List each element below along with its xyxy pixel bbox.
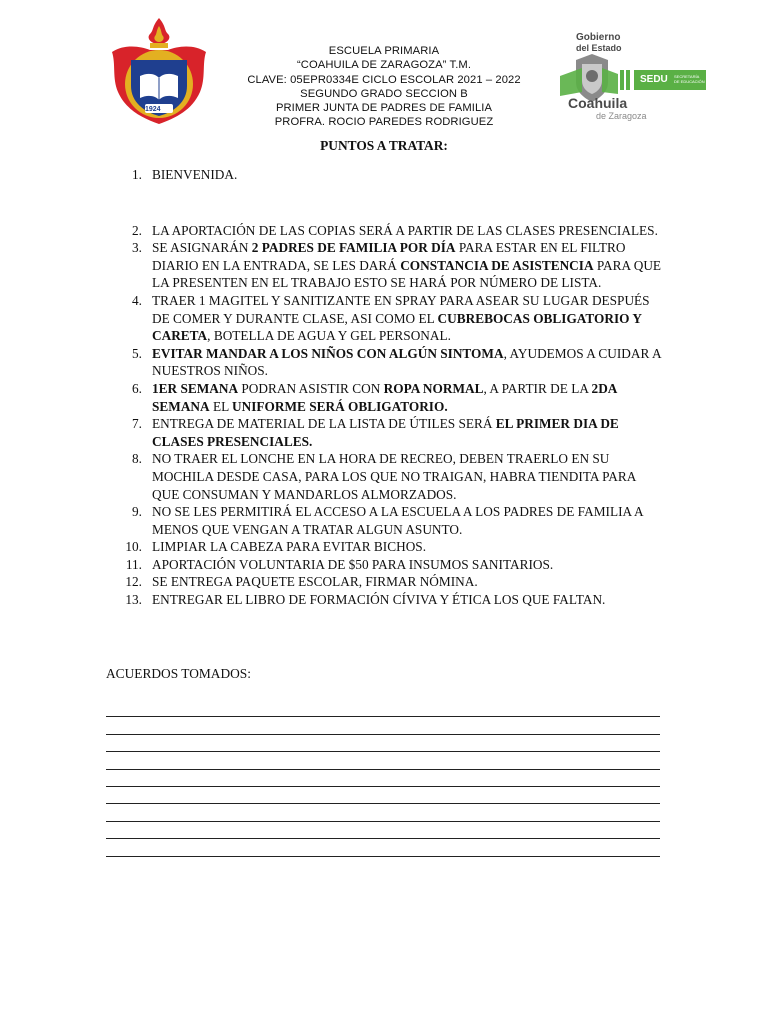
- sedu-subtitle-line2: DE EDUCACIÓN: [674, 79, 705, 84]
- agenda-item: [112, 556, 664, 574]
- agenda-item: [112, 380, 664, 415]
- agenda-item-text: , A PARTIR DE LA: [483, 380, 592, 396]
- agenda-item-emphasis: ROPA NORMAL: [383, 380, 484, 396]
- header-line-meeting: PRIMER JUNTA DE PADRES DE FAMILIA: [275, 102, 493, 115]
- header-line-clave: CLAVE: 05EPR0334E CICLO ESCOLAR 2021 – 2022: [247, 73, 521, 86]
- agenda-item-text: APORTACIÓN VOLUNTARIA DE $50 PARA INSUMOS SANITARIOS.: [152, 556, 554, 572]
- agenda-item: [112, 450, 664, 503]
- sedu-text: SEDU: [640, 74, 668, 85]
- agenda-item-emphasis: EVITAR MANDAR A LOS NIÑOS CON ALGÚN SINTOMA: [152, 345, 504, 361]
- agenda-item-text: BIENVENIDA.: [152, 167, 238, 182]
- agenda-item-number: 10.: [125, 539, 142, 555]
- agenda-item: [112, 239, 664, 292]
- acuerdos-label: ACUERDOS TOMADOS:: [106, 666, 251, 681]
- acuerdos-writing-line: [106, 787, 660, 804]
- school-header: [222, 44, 546, 130]
- agenda-item-text: LIMPIAR LA CABEZA PARA EVITAR BICHOS.: [152, 539, 427, 555]
- sedu-subtitle-line1: SECRETARÍA: [674, 74, 700, 79]
- agenda-item-emphasis: CUBREBOCAS OBLIGATORIO Y CARETA: [152, 310, 642, 344]
- agenda-item-number: 8.: [132, 451, 142, 467]
- agenda-item-emphasis: UNIFORME SERÁ OBLIGATORIO.: [232, 398, 448, 414]
- agenda-item-text: PARA ESTAR EN EL FILTRO DIARIO EN LA ENTRADA, SE LES DARÁ: [152, 240, 626, 273]
- agenda-item-text: LA APORTACIÓN DE LAS COPIAS SERÁ A PARTIR DE LAS CLASES PRESENCIALES.: [152, 222, 658, 238]
- agenda-item-emphasis: CONSTANCIA DE ASISTENCIA: [400, 257, 594, 273]
- agenda-item-number: 9.: [132, 504, 142, 520]
- agenda-item: [112, 415, 664, 450]
- acuerdos-writing-line: [106, 839, 660, 856]
- agenda-item: [112, 591, 664, 609]
- agenda-item-number: 7.: [132, 416, 142, 432]
- agenda-item-number: 4.: [132, 292, 142, 308]
- agenda-item-emphasis: 2DA SEMANA: [152, 380, 617, 414]
- agenda-item-text: , AYUDEMOS A CUIDAR A NUESTROS NIÑOS.: [152, 345, 661, 379]
- agenda-item-number: 3.: [132, 240, 142, 256]
- acuerdos-writing-line: [106, 735, 660, 752]
- acuerdos-writing-line: [106, 822, 660, 839]
- state-government-logo: [556, 30, 712, 126]
- agenda-item-emphasis: 1ER SEMANA: [152, 380, 239, 396]
- acuerdos-writing-line: [106, 804, 660, 821]
- sedu-subtitle: [674, 74, 705, 84]
- agenda-item-text: EL: [209, 398, 233, 414]
- agenda-item-text: NO TRAER EL LONCHE EN LA HORA DE RECREO, DEBEN TRAERLO EN SU MOCHILA DESDE CASA, PARA LOS QUE NO TRAIGAN, HABRA TIENDITA PARA QUE CONSUMAN Y MANDARLOS ALMORZADOS.: [152, 451, 636, 502]
- acuerdos-writing-line: [106, 717, 660, 734]
- zaragoza-wordmark: de Zaragoza: [596, 111, 647, 121]
- agenda-item-number: 2.: [132, 222, 142, 238]
- agenda-title: PUNTOS A TRATAR:: [320, 138, 448, 153]
- agenda-item-emphasis: 2 PADRES DE FAMILIA POR DÍA: [251, 240, 456, 256]
- agenda-item-number: 11.: [125, 556, 142, 572]
- agenda-item-text: ENTREGAR EL LIBRO DE FORMACIÓN CÍVIVA Y ÉTICA LOS QUE FALTAN.: [152, 592, 606, 608]
- header-line-grade: SEGUNDO GRADO SECCION B: [300, 87, 468, 100]
- agenda-item-text: SE ENTREGA PAQUETE ESCOLAR, FIRMAR NÓMINA.: [152, 574, 478, 590]
- agenda-item-number: 5.: [132, 345, 142, 361]
- gobierno-wordmark: [576, 32, 622, 54]
- acuerdos-writing-line: [106, 770, 660, 787]
- header-line-name: “COAHUILA DE ZARAGOZA” T.M.: [296, 59, 472, 72]
- agenda-item: [112, 503, 664, 538]
- agenda-item-number: 13.: [125, 592, 142, 608]
- acuerdos-writing-line: [106, 752, 660, 769]
- agenda-list: [112, 166, 664, 609]
- agenda-item-text: TRAER 1 MAGITEL Y SANITIZANTE EN SPRAY PARA ASEAR SU LUGAR DESPUÉS DE COMER Y DURANTE CLASE, ASI COMO EL: [152, 292, 650, 326]
- coahuila-wordmark: Coahuila: [568, 95, 628, 111]
- acuerdos-writing-line: [106, 700, 660, 717]
- header-line-teacher: PROFRA. ROCIO PAREDES RODRIGUEZ: [274, 116, 494, 129]
- agenda-item-text: , BOTELLA DE AGUA Y GEL PERSONAL.: [207, 328, 451, 344]
- school-crest-year: 1924: [145, 106, 161, 113]
- agenda-item-number: 1.: [132, 167, 142, 182]
- agenda-item-number: 12.: [125, 574, 142, 590]
- gobierno-text: Gobierno: [576, 32, 621, 43]
- agenda-item-number: 6.: [132, 380, 142, 396]
- agenda-item: [112, 345, 664, 380]
- agenda-item-emphasis: EL PRIMER DIA DE CLASES PRESENCIALES.: [152, 416, 619, 449]
- agenda-item: [112, 222, 664, 240]
- acuerdos-lines: [106, 700, 660, 857]
- agenda-item: [112, 573, 664, 591]
- agenda-item-text: SE ASIGNARÁN: [152, 240, 252, 256]
- header-line-school: ESCUELA PRIMARIA: [328, 45, 440, 57]
- agenda-item: [112, 166, 664, 184]
- del-estado-text: del Estado: [576, 43, 622, 53]
- agenda-item-text: PARA QUE LA PRESENTEN EN EL TRABAJO ESTO SE HARÁ POR NÚMERO DE LISTA.: [152, 257, 662, 291]
- agenda-item-text: ENTREGA DE MATERIAL DE LA LISTA DE ÚTILES SERÁ: [152, 416, 496, 432]
- agenda-item: [112, 292, 664, 345]
- agenda-item: [112, 538, 664, 556]
- agenda-item-text: PODRAN ASISTIR CON: [238, 380, 384, 396]
- agenda-item-text: NO SE LES PERMITIRÁ EL ACCESO A LA ESCUELA A LOS PADRES DE FAMILIA A MENOS QUE VENGAN A TRATAR ALGUN ASUNTO.: [152, 504, 643, 537]
